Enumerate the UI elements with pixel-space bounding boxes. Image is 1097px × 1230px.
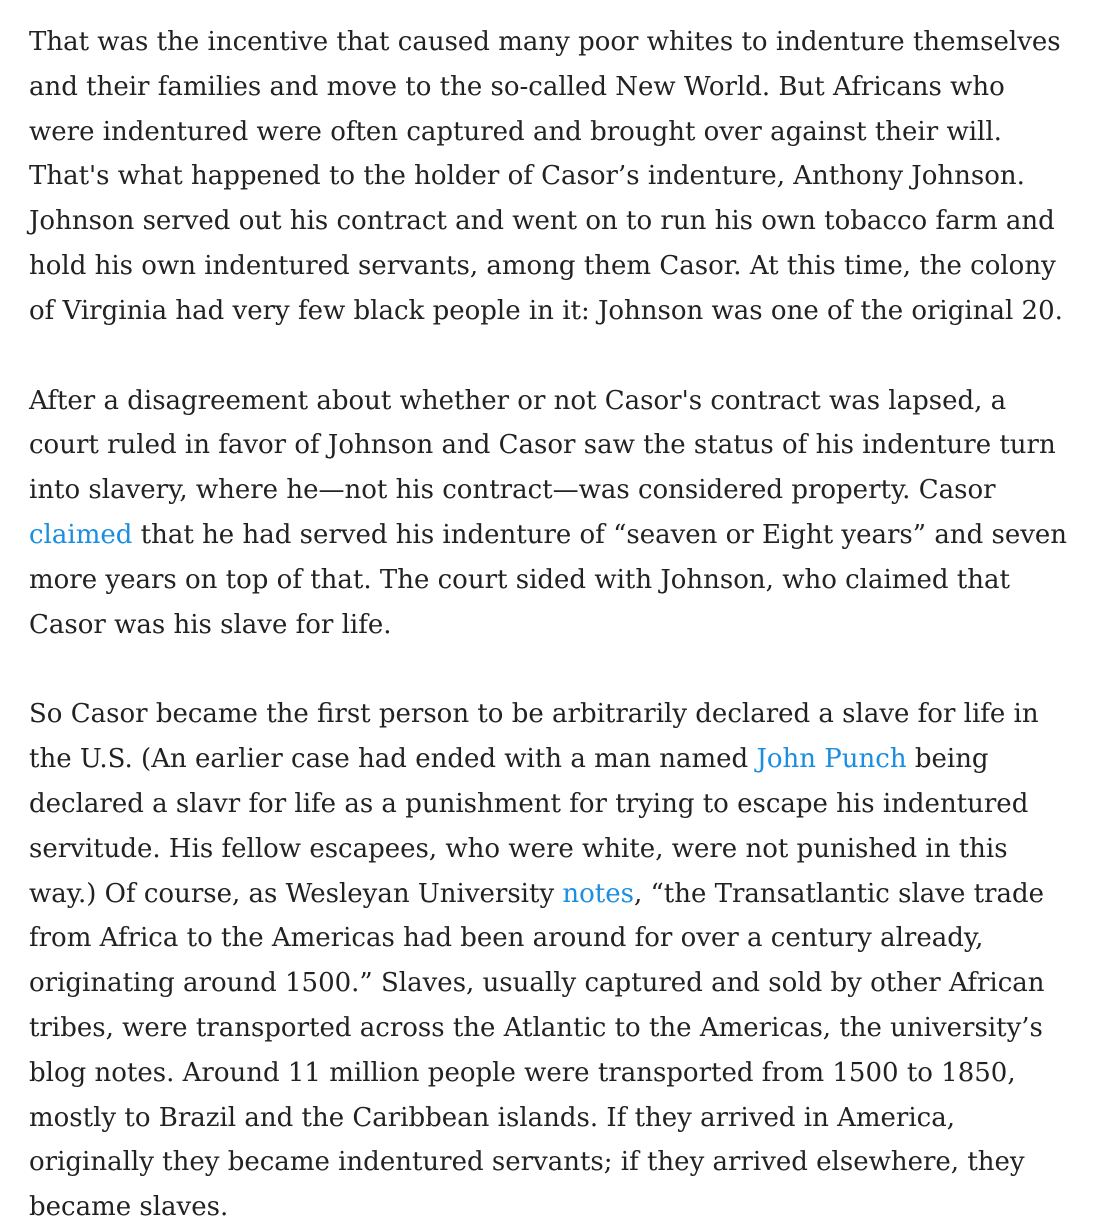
paragraph-text: , “the Transatlantic slave trade from Africa to the Americas had been around for over a century already, originating around 1500.” Slaves, usually captured and sold by other African tribes, were transported across the Atlantic to the Americas, the university’s blog notes. Around 11 million people were transported from 1500 to 1850, mostly to Brazil and the Caribbean islands. If they arrived in America, originally they became indentured servants; if they arrived elsewhere, they became slaves. xyxy=(29,878,1045,1223)
john-punch-link[interactable]: John Punch xyxy=(756,744,907,775)
article-body xyxy=(29,20,1069,1230)
paragraph-text: After a disagreement about whether or not Casor's contract was lapsed, a court ruled in favor of Johnson and Casor saw the status of his indenture turn into slavery, where he—not his contract—was considered property. Casor xyxy=(29,385,1056,506)
paragraph-court-ruling xyxy=(29,379,1069,648)
paragraph-slave-for-life xyxy=(29,692,1069,1230)
claimed-link[interactable]: claimed xyxy=(29,519,133,550)
notes-link[interactable]: notes xyxy=(562,878,634,909)
paragraph-incentive xyxy=(29,20,1069,334)
paragraph-text: That was the incentive that caused many poor whites to indenture themselves and their families and move to the so-called New World. But Africans who were indentured were often captured and brought over against their will. That's what happened to the holder of Casor’s indenture, Anthony Johnson. Johnson served out his contract and went on to run his own tobacco farm and hold his own indentured servants, among them Casor. At this time, the colony of Virginia had very few black people in it: Johnson was one of the original 20. xyxy=(29,27,1063,326)
paragraph-text: being declared a slavr for life as a punishment for trying to escape his indentured servitude. His fellow escapees, who were white, were not punished in this way.) Of course, as Wesleyan University xyxy=(29,744,1029,909)
paragraph-text: that he had served his indenture of “seaven or Eight years” and seven more years on top of that. The court sided with Johnson, who claimed that Casor was his slave for life. xyxy=(29,519,1068,640)
paragraph-text: So Casor became the first person to be arbitrarily declared a slave for life in the U.S. (An earlier case had ended with a man named xyxy=(29,699,1039,775)
